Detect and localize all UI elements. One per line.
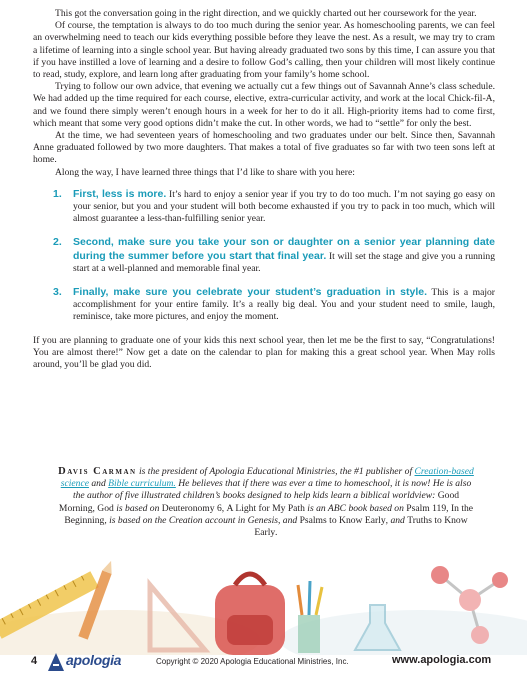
pencil-cup-icon: [298, 581, 322, 653]
list-number: 2.: [53, 236, 62, 249]
page-footer: [0, 651, 527, 681]
logo-text: apologia: [66, 652, 122, 668]
book-title: Psalms to Know Early: [299, 514, 386, 526]
paragraph: Along the way, I have learned three things that I’d like to share with you here:: [55, 166, 355, 178]
paragraph: Of course, the temptation is always to do too much during the senior year. As homeschooling parents, we can feel an overwhelming need to teach our kids everything possible before they leave the nest. As a result, we may try to cram a lifetime of learning into a single school year. But having already graduated two sons by this time, I can assure you that if you have instilled a love of learning and a desire to follow God’s calling, then your children will most likely continue to read, study, explore, and learn long after graduating from your family’s home school.: [33, 20, 495, 81]
apologia-logo-mark-icon: [46, 651, 66, 673]
bio-text: is the president of Apologia Educational Ministries, the #1 publisher of: [136, 466, 415, 477]
author-bio: [58, 466, 474, 539]
list-item-lead: Second, make sure you take your son or daughter on a senior year planning date during the summer before you start that final year.: [73, 236, 495, 262]
book-title: A Light for My Path: [226, 502, 305, 514]
bio-text: .: [275, 527, 278, 539]
school-supplies-illustration: [0, 545, 527, 655]
book-title: Truths to Know Early: [254, 514, 468, 539]
bio-text: , and: [385, 514, 408, 526]
book-title: Psalm 119: [406, 502, 447, 514]
list-item-text: This is a major accomplishment for your entire family. It’s a really big deal. You and your student need to smile, laugh, reminisce, take more pictures, and enjoy the moment.: [73, 287, 495, 323]
copyright-notice: Copyright © 2020 Apologia Educational Ministries, Inc.: [156, 657, 349, 666]
list-item-lead: First, less is more.: [73, 187, 167, 200]
article-body: [33, 8, 495, 371]
page-number: 4: [31, 655, 38, 667]
list-item: [53, 236, 495, 275]
list-item: [53, 286, 495, 324]
backpack-icon: [215, 574, 285, 655]
bio-text: , is based on the Creation account in Genesis, and: [104, 514, 300, 526]
book-title: Deuteronomy 6: [161, 502, 222, 514]
website-link[interactable]: www.apologia.com: [392, 654, 492, 666]
list-number: 3.: [53, 286, 62, 299]
creation-science-link[interactable]: Creation-based science: [60, 466, 474, 490]
bio-text: ,: [221, 502, 227, 514]
list-item-text: It’s hard to enjoy a senior year if you try to do too much. I’m not saying go easy on your senior, but you and your student will both become exhausted if you try to pack in too much, which will almost guarantee a less-than-fulfilling senior year.: [73, 188, 495, 225]
paragraph: At the time, we had seventeen years of homeschooling and two graduates under our belt. Since then, Savannah Anne graduated followed by two more daughters. That makes a total of five graduates so far with two teen sons left at home.: [33, 130, 495, 166]
tips-list: [33, 188, 495, 324]
bible-curriculum-link[interactable]: Bible curriculum.: [108, 478, 176, 490]
bio-text: is based on: [113, 502, 162, 514]
paragraph: Trying to follow our own advice, that evening we actually cut a few things out of Savannah Anne’s class schedule. We had added up the time required for each course, elective, extra-curricular activity, and work at the local Chick-fil-A, and we found there simply weren’t enough hours in a week for her to do it all. High-priority items had to come first, which meant that some very good options didn’t make the cut. In other words, we had to “settle” for only the best.: [33, 81, 495, 129]
book-title: In the Beginning: [64, 502, 474, 526]
list-item-lead: Finally, make sure you celebrate your student’s graduation in style.: [73, 286, 427, 299]
bio-text: is an ABC book based on: [304, 502, 407, 514]
book-title: Good Morning, God: [58, 490, 460, 514]
paragraph: This got the conversation going in the right direction, and we quickly charted out her coursework for the year.: [55, 8, 477, 19]
bio-text: He believes that if there was ever a time to homeschool, it is now! He is also the author of five illustrated children’s books designed to help kids learn a biblical worldview:: [72, 478, 472, 502]
closing-paragraph: If you are planning to graduate one of your kids this next school year, then let me be the first to say, “Congratulations! You are almost there!” Now get a date on the calendar to plan for making this a great school year. When May rolls around, you’ll be glad you did.: [33, 334, 495, 371]
bio-text: and: [88, 478, 109, 490]
author-name: Davis Carman: [58, 466, 137, 477]
apologia-logo: [46, 651, 130, 673]
bio-text: ,: [446, 502, 451, 514]
list-item: [53, 188, 495, 226]
list-item-text: It will set the stage and give you a running start at a well-planned and memorable final year.: [73, 250, 495, 274]
list-number: 1.: [53, 187, 62, 200]
